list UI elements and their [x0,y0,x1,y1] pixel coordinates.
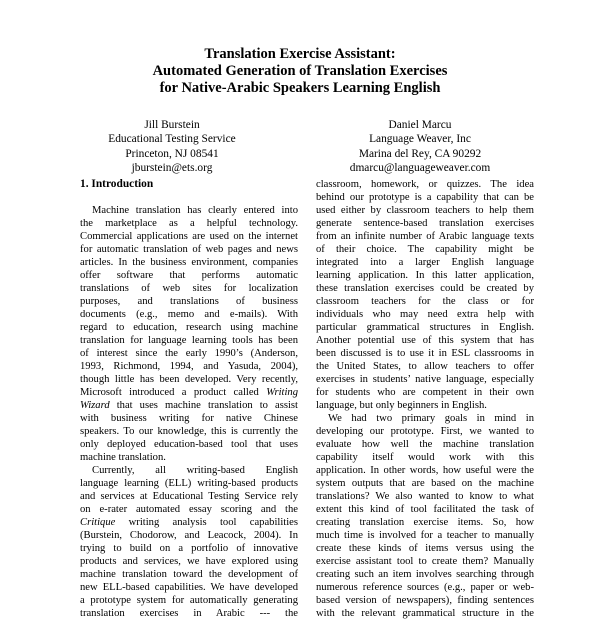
text-line: behind our prototype is a capability that can be [316,192,534,203]
text-line: for automatic translation of web pages and news [80,244,298,255]
author-email: jburstein@ets.org [131,161,213,174]
text-line: products and services, we have explored using [80,556,298,567]
text-line: numerous reference sources (e.g., paper or web- [316,582,534,593]
text-line: integrated into a larger English language [316,257,534,268]
text-line: the United States, to allow teachers to offer [316,361,534,372]
author-location: Marina del Rey, CA 90292 [358,147,482,160]
text-line: from an infinite number of Arabic language texts [316,231,534,242]
text-span: Microsoft introduced a product called [80,387,259,398]
text-line: extent this kind of tool facilitated the task of [316,504,534,515]
text-line: individuals who may need extra help with [316,309,534,320]
text-line: translations? We also wanted to know to what [316,491,534,502]
title-line-1: Translation Exercise Assistant: [204,46,396,62]
italic-term: Critique [80,517,116,528]
text-line: 1993, Richmond, 1994, and Yasuda, 2004), [80,361,298,372]
text-line: only deployed education-based tool that uses [80,439,298,450]
text-line: exercise assistant tool to create them? Manually [316,556,534,567]
text-line: We had two primary goals in mind in [328,413,534,424]
text-line: a prototype system for automatically generating [80,595,298,606]
author-name: Jill Burstein [144,119,200,131]
text-line: machine translation. [80,452,166,463]
text-line: of interest since the early 1990’s (Anderson, [80,348,298,359]
text-span: writing analysis tool capabilities [128,517,298,528]
author-block-1 [52,118,292,175]
text-line: generate sentence-based translation exercises [316,218,534,229]
text-line: language learning (ELL) writing-based products [80,478,298,489]
text-line: capability itself would work with this [316,452,534,463]
text-line: creating such an item involves searching through [316,569,534,580]
text-line: been discussed is to use it in ESL classrooms in [316,348,534,359]
text-line: translation exercises in Arabic --- the [80,608,298,619]
text-line [80,399,298,412]
text-line: based version of newspapers), finding sentences [316,595,534,606]
text-line: application. In other words, how useful were the [316,465,534,476]
text-line: translations of web sites for localization [80,283,298,294]
left-column [80,178,298,620]
text-span: that uses machine translation to assist [116,400,298,411]
text-line: for students who are competent in their own [316,387,534,398]
text-line: classroom teachers for the class or for [316,296,534,307]
text-line: trying to build on a portfolio of innovative [80,543,298,554]
paper-title [60,46,540,97]
text-line: and services at Educational Testing Service rely [80,491,298,502]
text-line [80,516,298,529]
text-line [80,386,298,399]
title-line-2: Automated Generation of Translation Exercises [152,63,448,79]
author-affiliation: Language Weaver, Inc [369,133,471,146]
text-line: translation for language learning tools has been [80,335,298,346]
text-line: though little has been developed. Very recently, [80,374,298,385]
text-line: offer software that performs automatic [80,270,298,281]
text-line: developing our prototype. First, we wanted to [316,426,534,437]
author-block-2 [300,118,540,175]
text-line: evaluate how well the machine translation [316,439,534,450]
text-line: Machine translation has clearly entered into [92,205,298,216]
text-line: classroom, homework, or quizzes. The idea [316,179,534,190]
text-line: these translation exercises could be created by [316,283,534,294]
title-line-3: for Native-Arabic Speakers Learning English [159,80,441,96]
text-line: the marketplace as a helpful technology. [80,218,298,229]
text-line: Commercial applications are used on the internet [80,231,298,242]
text-line: language, but only beginners in English. [316,400,487,411]
text-line: of their choice. The capability might be [316,244,534,255]
text-line: with the relevant grammatical structure in the [316,608,534,619]
author-location: Princeton, NJ 08541 [125,147,219,160]
text-line: purposes, and translations of business [80,296,298,307]
text-line: regard to education, research using machine [80,322,298,333]
author-affiliation: Educational Testing Service [108,133,236,146]
author-name: Daniel Marcu [388,119,452,131]
text-line: speakers. To our knowledge, this is currently the [80,426,298,437]
text-line: on e-rater automated essay scoring and the [80,504,298,515]
text-line: documents (e.g., memo and e-mails). With [80,309,298,320]
text-line: exercises in students’ native language, especially [316,374,534,385]
text-line: with business writing for native Chinese [80,413,298,424]
text-line: learning application. In this latter application, [316,270,534,281]
text-line: articles. In the business environment, companies [80,257,298,268]
text-line: particular grammatical structures in English. [316,322,534,333]
right-column [316,178,534,620]
text-line: create these kinds of items versus using the [316,543,534,554]
text-line: machine translation toward the development of [80,569,298,580]
text-line: (Burstein, Chodorow, and Leacock, 2004). In [80,530,298,541]
text-line: system outputs that are based on the machine [316,478,534,489]
text-line: creating translation exercise items. So, how [316,517,534,528]
italic-term: Writing [266,387,298,398]
text-line: used either by classroom teachers to help them [316,205,534,216]
text-line: new ELL-based capabilities. We have developed [80,582,298,593]
text-line: Currently, all writing-based English [92,465,298,476]
author-email: dmarcu@languageweaver.com [349,161,491,174]
italic-term: Wizard [80,400,110,411]
text-line: Another potential use of this system that has [316,335,534,346]
text-line: much time is involved for a teacher to manually [316,530,534,541]
section-heading: 1. Introduction [80,178,154,190]
